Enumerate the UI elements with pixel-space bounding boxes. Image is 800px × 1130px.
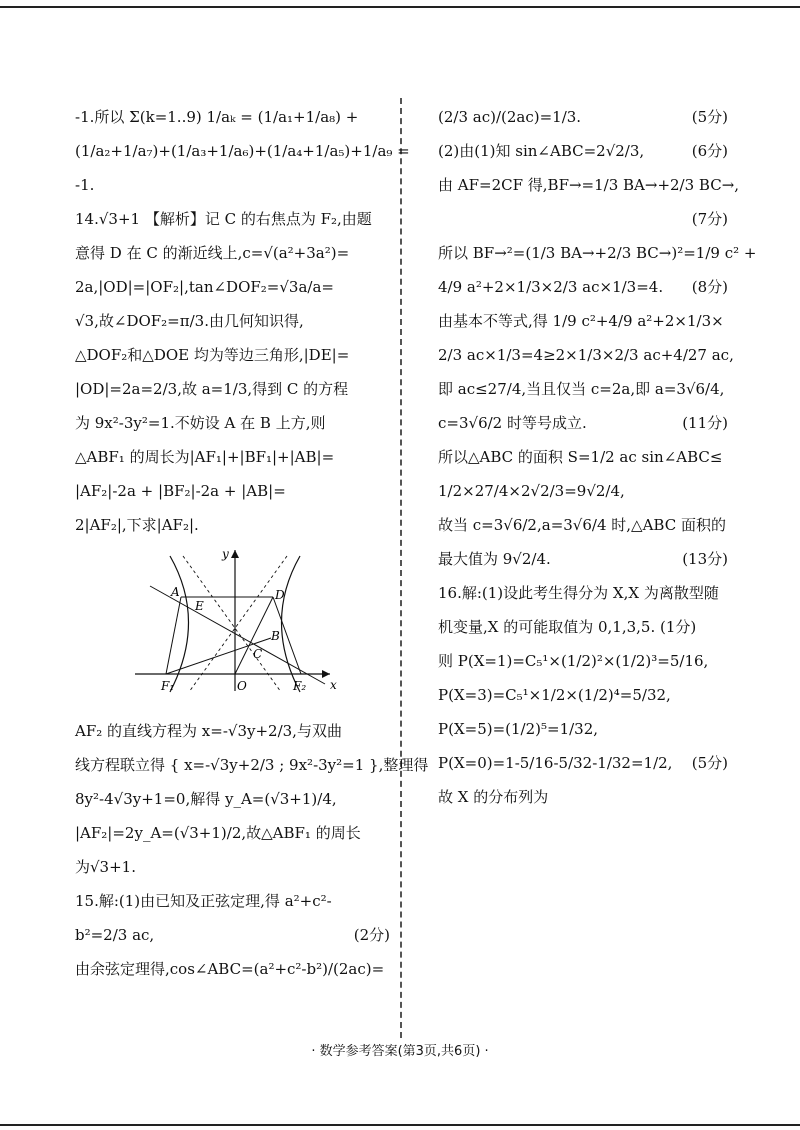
score-mark: (5分) xyxy=(691,754,728,772)
left-column xyxy=(75,100,429,986)
score-mark: (6分) xyxy=(691,142,728,160)
right-column xyxy=(438,100,757,814)
text-line: -1.所以 Σ(k=1..9) 1/aₖ = (1/a₁+1/a₈) + xyxy=(75,108,359,126)
text-span: 所以△ABC 的面积 S=1/2 ac sin∠ABC≤ xyxy=(438,448,723,466)
text-line xyxy=(438,644,728,678)
point-label-a: A xyxy=(171,585,180,599)
text-span: 机变量,X 的可能取值为 0,1,3,5. (1分) xyxy=(438,618,697,636)
text-line xyxy=(438,100,728,134)
text-line xyxy=(438,712,728,746)
text-span: 2/3 ac×1/3=4≥2×1/3×2/3 ac+4/27 ac, xyxy=(438,346,734,364)
text-span: 4/9 a²+2×1/3×2/3 ac×1/3=4. xyxy=(438,278,664,296)
score-mark: (13分) xyxy=(682,550,728,568)
point-label-f2: F₂ xyxy=(293,679,307,693)
text-line: 2a,|OD|=|OF₂|,tan∠DOF₂=√3a/a= xyxy=(75,278,334,296)
page-footer: · 数学参考答案(第3页,共6页) · xyxy=(311,1044,489,1059)
score-mark: (5分) xyxy=(691,108,728,126)
text-line: |OD|=2a=2/3,故 a=1/3,得到 C 的方程 xyxy=(75,380,349,398)
text-span: P(X=3)=C₅¹×1/2×(1/2)⁴=5/32, xyxy=(438,686,671,704)
text-line: -1. xyxy=(75,176,95,194)
text-line: △DOF₂和△DOE 均为等边三角形,|DE|= xyxy=(75,346,350,364)
score-mark: (11分) xyxy=(682,414,728,432)
text-line: △ABF₁ 的周长为|AF₁|+|BF₁|+|AB|= xyxy=(75,448,335,466)
text-line xyxy=(438,406,728,440)
text-line xyxy=(438,134,728,168)
problem-14-line: 14.√3+1 【解析】记 C 的右焦点为 F₂,由题 xyxy=(75,210,372,228)
text-line xyxy=(438,542,728,576)
text-span: b²=2/3 ac, xyxy=(75,926,155,944)
point-label-d: D xyxy=(275,588,285,602)
problem-15-line: 15.解:(1)由已知及正弦定理,得 a²+c²- xyxy=(75,892,332,910)
problem-16-line xyxy=(438,576,728,610)
text-line: |AF₂|=2y_A=(√3+1)/2,故△ABF₁ 的周长 xyxy=(75,824,361,842)
text-span: 所以 BF→²=(1/3 BA→+2/3 BC→)²=1/9 c² + xyxy=(438,244,757,262)
text-line xyxy=(438,304,728,338)
page-bottom-border xyxy=(0,1124,800,1126)
text-line xyxy=(438,678,728,712)
text-line: 2|AF₂|,下求|AF₂|. xyxy=(75,516,199,534)
text-line: |AF₂|-2a + |BF₂|-2a + |AB|= xyxy=(75,482,286,500)
text-span: 16.解:(1)设此考生得分为 X,X 为离散型随 xyxy=(438,584,719,602)
text-span: 即 ac≤27/4,当且仅当 c=2a,即 a=3√6/4, xyxy=(438,380,725,398)
text-line xyxy=(75,918,390,952)
score-mark: (8分) xyxy=(691,278,728,296)
text-line: 8y²-4√3y+1=0,解得 y_A=(√3+1)/4, xyxy=(75,790,337,808)
point-label-b: B xyxy=(271,629,280,643)
text-line xyxy=(438,372,728,406)
text-span: (2)由(1)知 sin∠ABC=2√2/3, xyxy=(438,142,645,160)
score-mark: (2分) xyxy=(353,926,390,944)
point-label-f1: F₁ xyxy=(161,679,175,693)
point-label-c: C xyxy=(253,647,263,661)
text-span: P(X=0)=1-5/16-5/32-1/32=1/2, xyxy=(438,754,673,772)
text-line xyxy=(438,610,728,644)
text-line: √3,故∠DOF₂=π/3.由几何知识得, xyxy=(75,312,304,330)
point-label-e: E xyxy=(195,599,204,613)
point-label-o: O xyxy=(237,679,247,693)
text-line: 为 9x²-3y²=1.不妨设 A 在 B 上方,则 xyxy=(75,414,326,432)
text-line xyxy=(438,236,757,270)
page-top-border xyxy=(0,6,800,8)
text-line xyxy=(438,746,728,780)
text-span: 由基本不等式,得 1/9 c²+4/9 a²+2×1/3× xyxy=(438,312,724,330)
text-span: 故当 c=3√6/2,a=3√6/4 时,△ABC 面积的 xyxy=(438,516,726,534)
text-span: 则 P(X=1)=C₅¹×(1/2)²×(1/2)³=5/16, xyxy=(438,652,709,670)
text-line xyxy=(438,440,728,474)
text-span: 故 X 的分布列为 xyxy=(438,788,549,806)
text-line: 线方程联立得 { x=-√3y+2/3 ; 9x²-3y²=1 },整理得 xyxy=(75,756,429,774)
text-line xyxy=(438,270,728,304)
text-line xyxy=(438,508,728,542)
score-mark: (7分) xyxy=(691,210,728,228)
text-line xyxy=(438,338,734,372)
hyperbola-diagram xyxy=(75,546,375,696)
text-span: P(X=5)=(1/2)⁵=1/32, xyxy=(438,720,599,738)
text-line: 意得 D 在 C 的渐近线上,c=√(a²+3a²)= xyxy=(75,244,350,262)
text-span: (2/3 ac)/(2ac)=1/3. xyxy=(438,108,582,126)
column-divider xyxy=(400,98,402,1038)
text-span: c=3√6/2 时等号成立. xyxy=(438,414,587,432)
text-line xyxy=(438,780,728,814)
text-span: 由 AF=2CF 得,BF→=1/3 BA→+2/3 BC→, xyxy=(438,176,740,194)
text-line: 由余弦定理得,cos∠ABC=(a²+c²-b²)/(2ac)= xyxy=(75,960,385,978)
text-line xyxy=(438,202,728,236)
text-line xyxy=(438,474,728,508)
text-line xyxy=(438,168,740,202)
text-line: (1/a₂+1/a₇)+(1/a₃+1/a₆)+(1/a₄+1/a₅)+1/a₉ = xyxy=(75,142,410,160)
axis-label-y: y xyxy=(222,547,229,561)
text-span: 最大值为 9√2/4. xyxy=(438,550,551,568)
text-span: 1/2×27/4×2√2/3=9√2/4, xyxy=(438,482,625,500)
text-line: AF₂ 的直线方程为 x=-√3y+2/3,与双曲 xyxy=(75,722,342,740)
text-line: 为√3+1. xyxy=(75,858,136,876)
axis-label-x: x xyxy=(330,678,337,692)
